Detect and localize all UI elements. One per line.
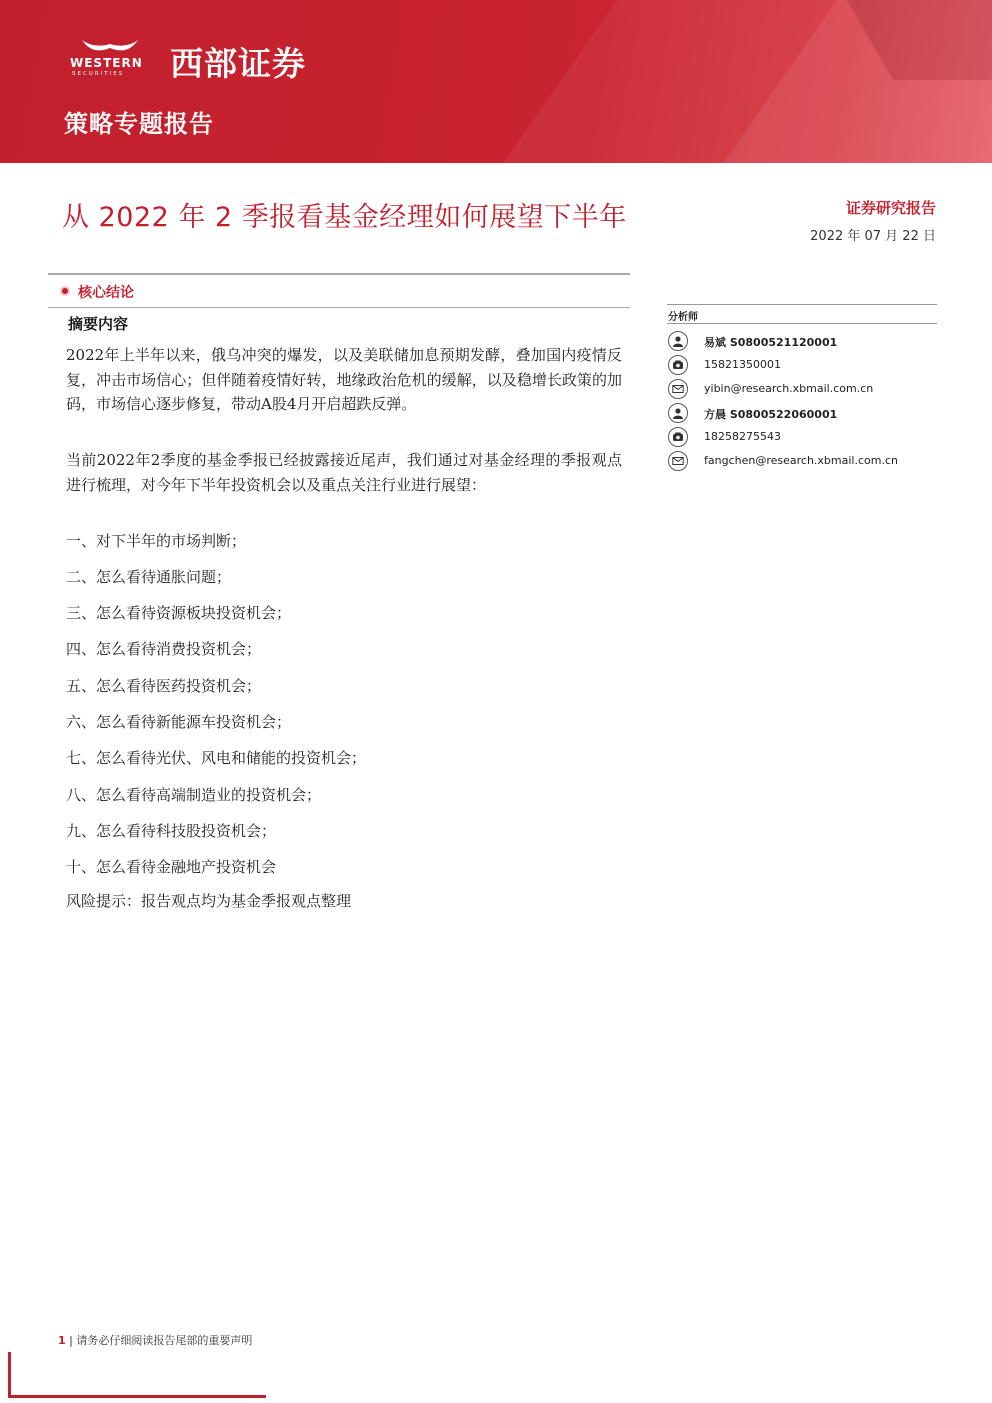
logo-subtitle: SECURITIES (72, 71, 125, 77)
analyst-contact-row (668, 355, 938, 375)
page-footer (58, 1332, 252, 1348)
mail-icon (668, 451, 688, 471)
phone-icon (668, 355, 688, 375)
section-heading (62, 282, 134, 302)
analyst-phone: 15821350001 (704, 358, 781, 371)
list-item: 二、怎么看待通胀问题； (66, 568, 232, 586)
company-logo (68, 38, 154, 78)
section-heading-label: 核心结论 (78, 285, 134, 301)
header-banner (0, 0, 992, 163)
list-item: 九、怎么看待科技股投资机会； (66, 822, 277, 840)
footer-accent-line (8, 1395, 266, 1398)
list-item: 四、怎么看待消费投资机会； (66, 640, 262, 658)
disclaimer-notice: 请务必仔细阅读报告尾部的重要声明 (76, 1334, 253, 1347)
analyst-email[interactable]: fangchen@research.xbmail.com.cn (704, 454, 898, 467)
divider (48, 273, 630, 275)
analyst-contact-row (668, 331, 938, 351)
footer-accent-line (8, 1352, 11, 1398)
list-item: 十、怎么看待金融地产投资机会 (66, 858, 277, 876)
risk-notice: 风险提示：报告观点均为基金季报观点整理 (66, 892, 352, 910)
summary-label: 摘要内容 (68, 315, 129, 333)
document-type: 证券研究报告 (845, 199, 936, 217)
divider (667, 323, 937, 324)
divider (667, 304, 937, 305)
mail-icon (668, 379, 688, 399)
analyst-contact-row (668, 403, 938, 423)
report-date: 2022 年 07 月 22 日 (810, 229, 936, 244)
list-item: 八、怎么看待高端制造业的投资机会； (66, 786, 322, 804)
analyst-name-id: 方晨 S0800522060001 (704, 408, 838, 421)
footer-separator: | (69, 1334, 77, 1347)
person-icon (668, 403, 688, 423)
list-item: 六、怎么看待新能源车投资机会； (66, 713, 292, 731)
analyst-phone: 18258275543 (704, 430, 781, 443)
list-item: 五、怎么看待医药投资机会； (66, 677, 262, 695)
company-name: 西部证券 (170, 44, 306, 83)
person-icon (668, 331, 688, 351)
analyst-name-id: 易斌 S0800521120001 (704, 336, 838, 349)
list-item: 三、怎么看待资源板块投资机会； (66, 604, 292, 622)
report-title: 从 2022 年 2 季报看基金经理如何展望下半年 (62, 202, 627, 233)
summary-paragraph: 当前2022年2季度的基金季报已经披露接近尾声，我们通过对基金经理的季报观点进行梳理，对今年下半年投资机会以及重点关注行业进行展望： (66, 451, 622, 494)
analyst-email[interactable]: yibin@research.xbmail.com.cn (704, 382, 874, 395)
analyst-heading: 分析师 (668, 312, 698, 323)
summary-paragraph: 2022年上半年以来，俄乌冲突的爆发，以及美联储加息预期发酵，叠加国内疫情反复，冲击市场信心；但伴随着疫情好转，地缘政治危机的缓解，以及稳增长政策的加码，市场信心逐步修复，带动A股4月开启超跌反弹。 (66, 346, 622, 413)
page-number: 1 (58, 1334, 66, 1347)
analyst-contact-row (668, 451, 938, 471)
report-category: 策略专题报告 (64, 109, 214, 138)
list-item: 一、对下半年的市场判断； (66, 532, 247, 550)
analyst-contact-row (668, 427, 938, 447)
bullet-icon (62, 288, 68, 294)
logo-wordmark: WESTERN (70, 56, 143, 70)
divider (48, 307, 630, 308)
bull-horns-icon (80, 38, 140, 56)
analyst-contact-row (668, 379, 938, 399)
phone-icon (668, 427, 688, 447)
list-item: 七、怎么看待光伏、风电和储能的投资机会； (66, 749, 367, 767)
